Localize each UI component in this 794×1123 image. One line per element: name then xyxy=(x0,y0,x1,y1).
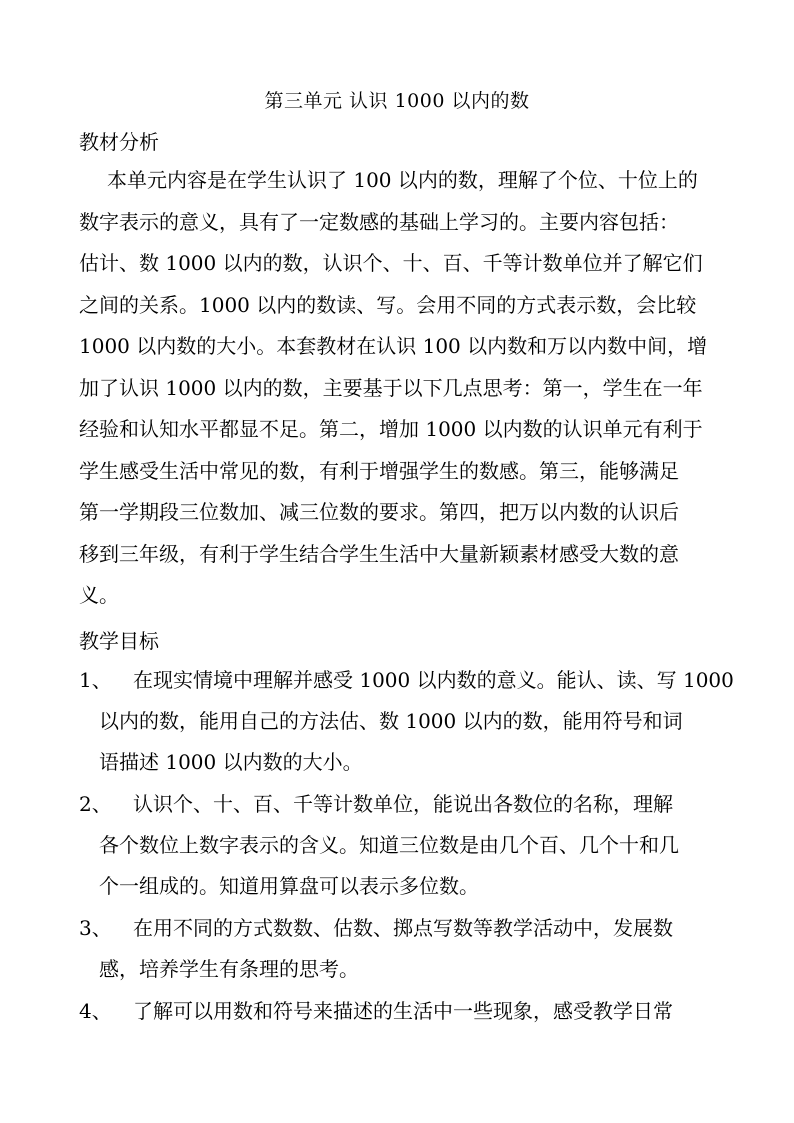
paragraph-line: 义。 xyxy=(79,583,119,607)
paragraph-line: 移到三年级，有利于学生结合学生生活中大量新颖素材感受大数的意 xyxy=(79,541,679,566)
goal-line: 以内的数，能用自己的方法估、数 1000 以内的数，能用符号和词 xyxy=(99,709,683,733)
paragraph-line: 数字表示的意义，具有了一定数感的基础上学习的。主要内容包括： xyxy=(79,209,679,234)
analysis-paragraph xyxy=(79,160,719,617)
goal-line: 在用不同的方式数数、估数、掷点写数等教学活动中，发展数 xyxy=(133,916,673,940)
goal-number: 1、 xyxy=(79,668,112,692)
goal-line: 了解可以用数和符号来描述的生活中一些现象，感受教学日常 xyxy=(133,999,673,1023)
goal-line: 语描述 1000 以内数的大小。 xyxy=(99,750,363,774)
goal-item-2 xyxy=(79,784,719,907)
goal-item-4 xyxy=(79,991,719,1032)
paragraph-line: 估计、数 1000 以内的数，认识个、十、百、千等计数单位并了解它们 xyxy=(79,251,703,275)
goal-line: 在现实情境中理解并感受 1000 以内数的意义。能认、读、写 1000 xyxy=(133,668,734,692)
goal-number: 3、 xyxy=(79,916,112,940)
goal-line: 个一组成的。知道用算盘可以表示多位数。 xyxy=(99,874,479,898)
goal-line: 各个数位上数字表示的含义。知道三位数是由几个百、几个十和几 xyxy=(99,833,679,857)
paragraph-line: 之间的关系。1000 以内的数读、写。会用不同的方式表示数，会比较 xyxy=(79,292,697,317)
paragraph-line: 加了认识 1000 以内的数，主要基于以下几点思考：第一，学生在一年 xyxy=(79,375,703,400)
section-heading-goals: 教学目标 xyxy=(79,629,159,653)
goal-line: 认识个、十、百、千等计数单位，能说出各数位的名称，理解 xyxy=(133,792,673,816)
page-title: 第三单元 认识 1000 以内的数 xyxy=(264,90,530,112)
paragraph-line: 1000 以内数的大小。本套教材在认识 100 以内数和万以内数中间，增 xyxy=(79,334,708,358)
paragraph-line: 第一学期段三位数加、减三位数的要求。第四，把万以内数的认识后 xyxy=(79,500,679,524)
section-heading-analysis: 教材分析 xyxy=(79,130,159,154)
goal-item-1 xyxy=(79,660,734,783)
goal-number: 2、 xyxy=(79,792,112,816)
paragraph-line: 学生感受生活中常见的数，有利于增强学生的数感。第三，能够满足 xyxy=(79,458,679,483)
paragraph-line: 本单元内容是在学生认识了 100 以内的数，理解了个位、十位上的 xyxy=(107,168,698,192)
paragraph-line: 经验和认知水平都显不足。第二，增加 1000 以内数的认识单元有利于 xyxy=(79,417,703,441)
goal-item-3 xyxy=(79,908,719,990)
goal-number: 4、 xyxy=(79,999,112,1023)
goal-line: 感，培养学生有条理的思考。 xyxy=(99,957,359,981)
